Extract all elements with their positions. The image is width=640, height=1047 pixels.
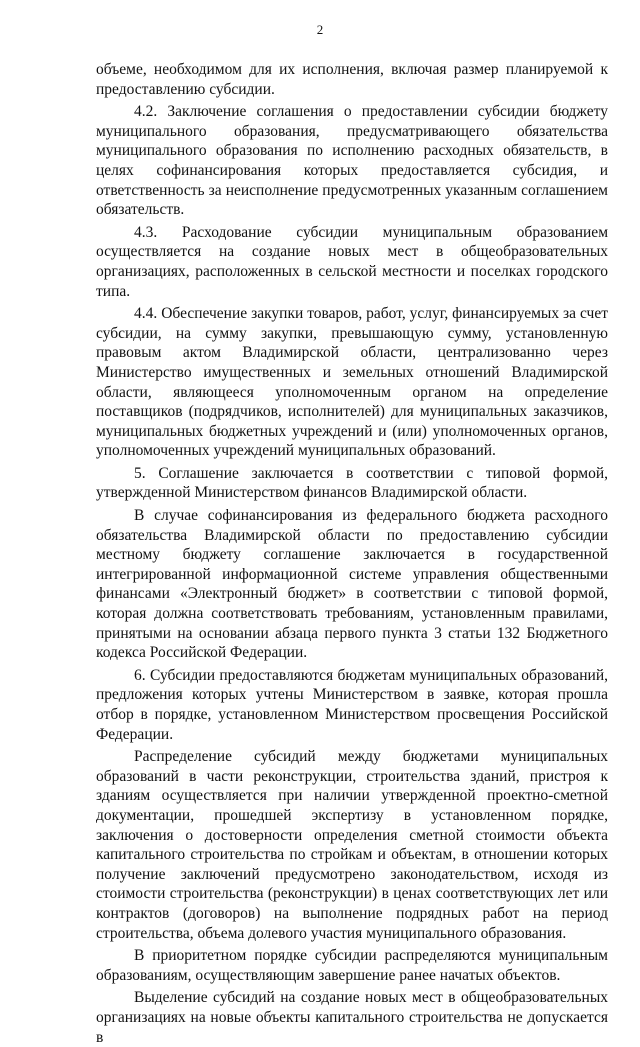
paragraph-6-distribution: Распределение субсидий между бюджетами муниципальных образований в части реконструкции, строительства зданий, пристроя к зданиям осуществляется при наличии утвержденной проектно-сметной документации, прошедшей экспертизу в установленном порядке, заключения о достоверности определения сметной стоимости объекта капитального строительства по стройкам и объектам, в отношении которых получение заключений предусмотрено законодательством, исходя из стоимости строительства (реконструкции) в ценах соответствующих лет или контрактов (договоров) на выполнение подрядных работ на период строительства, объема долевого участия муниципального образования. <box>96 748 608 942</box>
paragraph-4-2: 4.2. Заключение соглашения о предоставлении субсидии бюджету муниципального образования, предусматривающего обязательства муниципального образования по исполнению расходных обязательств, в целях софинансирования которых предоставляется субсидия, и ответственность за неисполнение предусмотренных указанным соглашением обязательств. <box>96 103 608 219</box>
paragraph-5-cofinancing: В случае софинансирования из федерального бюджета расходного обязательства Владимирской области по предоставлению субсидии местному бюджету соглашение заключается в государственной интегрированной информационной системе управления общественными финансами «Электронный бюджет» в соответствии с типовой формой, которая должна соответствовать требованиям, установленным правилами, принятыми на основании абзаца первого пункта 3 статьи 132 Бюджетного кодекса Российской Федерации. <box>96 507 608 662</box>
paragraph-6: 6. Субсидии предоставляются бюджетам муниципальных образований, предложения которых учтены Министерством в заявке, которая прошла отбор в порядке, установленном Министерством просвещения Российской Федерации. <box>96 666 608 743</box>
paragraph-4-4: 4.4. Обеспечение закупки товаров, работ, услуг, финансируемых за счет субсидии, на сумму закупки, превышающую сумму, установленную правовым актом Владимирской области, централизованно через Министерство имущественных и земельных отношений Владимирской области, являющееся уполномоченным органом на определение поставщиков (подрядчиков, исполнителей) для муниципальных заказчиков, муниципальных бюджетных учреждений и (или) уполномоченных органов, уполномоченных учреждений муниципальных образований. <box>96 305 608 460</box>
paragraph-6-new-objects: Выделение субсидий на создание новых мест в общеобразовательных организациях на новые объекты капитального строительства не допускается в <box>96 989 608 1046</box>
paragraph-4-3: 4.3. Расходование субсидии муниципальным образованием осуществляется на создание новых мест в общеобразовательных организациях, расположенных в сельской местности и поселках городского типа. <box>96 223 608 300</box>
paragraph-6-priority: В приоритетном порядке субсидии распределяются муниципальным образованиям, осуществляющим завершение ранее начатых объектов. <box>96 947 608 984</box>
document-body <box>96 60 608 1047</box>
page-number: 2 <box>316 22 324 37</box>
paragraph-5: 5. Соглашение заключается в соответствии с типовой формой, утвержденной Министерством финансов Владимирской области. <box>96 464 608 502</box>
paragraph-continuation: объеме, необходимом для их исполнения, включая размер планируемой к предоставлению субсидии. <box>96 61 608 98</box>
